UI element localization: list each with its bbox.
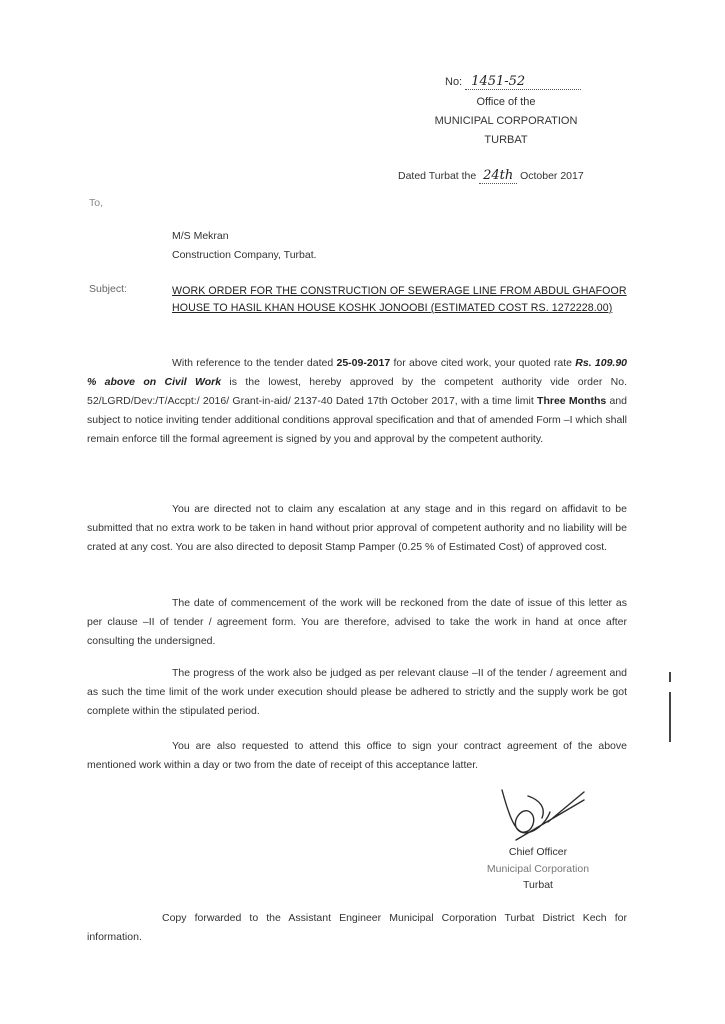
time-limit: Three Months [537, 395, 607, 407]
dated-day: 24th [479, 168, 517, 184]
dated-line [398, 168, 584, 184]
paragraph-3: The date of commencement of the work will be reckoned from the date of issue of this letter as per clause –II of tender / agreement form. You are therefore, advised to take the work in hand at once after consulting the undersigned. [87, 597, 627, 647]
signatory-title: Chief Officer [508, 846, 568, 858]
paragraph-1-text-b: for above cited work, your quoted rate [390, 357, 576, 369]
dated-suffix: October 2017 [520, 170, 584, 182]
reference-number-label: No: [445, 76, 463, 88]
to-label: To, [89, 197, 104, 209]
office-line-3: TURBAT [484, 134, 528, 146]
quoted-rate: Rs. 109.90 % above on Civil Work [87, 357, 628, 388]
subject-label: Subject: [89, 283, 127, 295]
dated-prefix: Dated Turbat the [398, 170, 477, 182]
paragraph-4: The progress of the work also be judged as per relevant clause –II of the tender / agreement and as such the time limit of the work under execution should please be adhered to strictly and the supply work be got complete within the stipulated period. [87, 667, 627, 717]
margin-mark [669, 672, 671, 682]
addressee-line-2: Construction Company, Turbat. [172, 249, 317, 261]
tender-date: 25-09-2017 [336, 357, 391, 369]
copy-forwarded: Copy forwarded to the Assistant Engineer Municipal Corporation Turbat District Kech for information. [87, 912, 627, 943]
paragraph-1-text-d: and subject to notice inviting tender additional conditions approval specification and that of amended Form –I which shall remain enforce till the formal agreement is signed by you and approval by the competent authority. [87, 395, 627, 445]
subject-text: WORK ORDER FOR THE CONSTRUCTION OF SEWERAGE LINE FROM ABDUL GHAFOOR HOUSE TO HASIL KHAN HOUSE KOSHK JONOOBI (ESTIMATED COST RS. 1272228.00) [172, 285, 627, 314]
paragraph-1-text-a: With reference to the tender dated [172, 357, 337, 369]
reference-number [445, 74, 581, 90]
signatory-city: Turbat [523, 879, 553, 891]
paragraph-5: You are also requested to attend this office to sign your contract agreement of the above mentioned work within a day or two from the date of receipt of this acceptance latter. [87, 740, 627, 771]
paragraph-1-text-c: is the lowest, hereby approved by the competent authority vide order No. 52/LGRD/Dev:/T/Accpt:/ 2016/ Grant-in-aid/ 2137-40 Dated 17th October 2017, with a time limit [87, 376, 627, 407]
signatory-org: Municipal Corporation [486, 863, 590, 875]
reference-number-value: 1451-52 [465, 74, 581, 90]
office-line-1: Office of the [476, 96, 536, 108]
margin-mark [669, 692, 671, 742]
paragraph-1 [87, 354, 627, 449]
office-line-2: MUNICIPAL CORPORATION [434, 115, 578, 127]
signature-mark-icon [488, 782, 588, 844]
addressee-line-1: M/S Mekran [172, 230, 229, 242]
paragraph-2: You are directed not to claim any escalation at any stage and in this regard on affidavit to be submitted that no extra work to be taken in hand without prior approval of competent authority and no liability will be crated at any cost. You are also directed to deposit Stamp Pamper (0.25 % of Estimated Cost) of approved cost. [87, 503, 627, 553]
